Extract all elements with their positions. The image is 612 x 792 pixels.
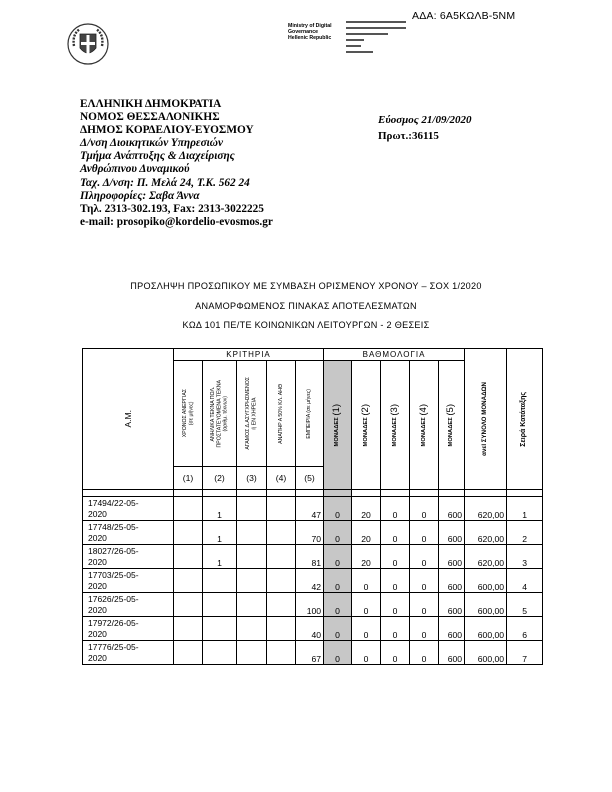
header-line: ΔΗΜΟΣ ΚΟΡΔΕΛΙΟΥ-ΕΥΟΣΜΟΥ	[80, 124, 254, 137]
s5-cell: 600	[439, 497, 465, 521]
c5-cell: 100	[296, 593, 324, 617]
s4-cell: 0	[410, 641, 439, 665]
c1-cell	[174, 593, 203, 617]
c3-cell	[237, 497, 267, 521]
s3-cell: 0	[381, 593, 410, 617]
am-year: 2020	[88, 604, 107, 615]
c5-cell: 40	[296, 617, 324, 641]
criterion-number: (5)	[296, 467, 324, 490]
criterion-header: ΑΝΗΛΙΚΑ ΤΕΚΝΑ ΠΟΛ. ΠΡΟΣΤΑΤΕΥΟΜΕΝΑ ΤΕΚΝΑ (αριθμ. τέκνων)	[203, 361, 237, 467]
s1-cell: 0	[324, 593, 352, 617]
c4-cell	[267, 497, 296, 521]
header-line: Δ/νση Διοικητικών Υπηρεσιών	[80, 137, 223, 150]
header-line: e-mail: prosopiko@kordelio-evosmos.gr	[80, 215, 273, 228]
s5-cell: 600	[439, 545, 465, 569]
total-cell: 620,00	[465, 545, 507, 569]
s2-cell: 20	[352, 521, 381, 545]
am-number: 18027/26-05-	[88, 545, 139, 556]
am-cell	[83, 617, 174, 641]
c5-cell: 70	[296, 521, 324, 545]
header-line: Τηλ. 2313-302.193, Fax: 2313-3022225	[80, 202, 264, 215]
c3-cell	[237, 569, 267, 593]
header-line: ΝΟΜΟΣ ΘΕΣΣΑΛΟΝΙΚΗΣ	[80, 111, 220, 124]
c5-cell: 47	[296, 497, 324, 521]
header-line: Τμήμα Ανάπτυξης & Διαχείρισης	[80, 150, 235, 163]
s1-cell: 0	[324, 641, 352, 665]
table-row	[83, 569, 543, 593]
s4-cell: 0	[410, 569, 439, 593]
am-year: 2020	[88, 580, 107, 591]
c1-cell	[174, 641, 203, 665]
c1-cell	[174, 497, 203, 521]
c2-cell	[203, 641, 237, 665]
am-number: 17626/25-05-	[88, 593, 139, 604]
am-cell	[83, 593, 174, 617]
signer-line: Ministry of Digital	[288, 23, 332, 29]
title-line: ΑΝΑΜΟΡΦΩΜΕΝΟΣ ΠΙΝΑΚΑΣ ΑΠΟΤΕΛΕΣΜΑΤΩΝ	[195, 300, 417, 311]
am-year: 2020	[88, 652, 107, 663]
am-cell	[83, 641, 174, 665]
greek-emblem-icon	[66, 22, 110, 66]
s1-cell: 0	[324, 545, 352, 569]
s1-cell: 0	[324, 569, 352, 593]
c5-cell: 81	[296, 545, 324, 569]
c2-cell	[203, 617, 237, 641]
s3-cell: 0	[381, 641, 410, 665]
issuer-header	[80, 98, 273, 229]
c2-cell: 1	[203, 497, 237, 521]
criterion-number: (4)	[267, 467, 296, 490]
s3-cell: 0	[381, 545, 410, 569]
total-cell: 600,00	[465, 641, 507, 665]
criterion-header: ΑΝΑΠΗΡ Α 50% ΚΛ. ΑΗΘ	[267, 361, 296, 467]
c4-cell	[267, 545, 296, 569]
s5-cell: 600	[439, 617, 465, 641]
total-cell: 620,00	[465, 521, 507, 545]
am-cell	[83, 497, 174, 521]
header-line: Πληροφορίες: Σαβα Άννα	[80, 189, 200, 202]
rank-cell: 7	[507, 641, 543, 665]
am-cell	[83, 545, 174, 569]
am-number: 17776/25-05-	[88, 641, 139, 652]
am-number: 17972/26-05-	[88, 617, 139, 628]
criterion-number: (2)	[203, 467, 237, 490]
date-protocol-block	[378, 113, 472, 144]
digital-signature-block	[288, 23, 332, 41]
title-line: ΠΡΟΣΛΗΨΗ ΠΡΟΣΩΠΙΚΟΥ ΜΕ ΣΥΜΒΑΣΗ ΟΡΙΣΜΕΝΟΥ ΧΡΟΝΟΥ – ΣΟΧ 1/2020	[130, 281, 482, 291]
score-header: ΜΟΝΑΔΕΣ (4)	[410, 361, 439, 490]
c2-cell: 1	[203, 545, 237, 569]
rank-cell: 2	[507, 521, 543, 545]
s4-cell: 0	[410, 545, 439, 569]
am-year: 2020	[88, 628, 107, 639]
table-row	[83, 497, 543, 521]
c4-cell	[267, 641, 296, 665]
total-cell: 620,00	[465, 497, 507, 521]
score-header: ΜΟΝΑΔΕΣ (3)	[381, 361, 410, 490]
score-group-header: ΒΑΘΜΟΛΟΓΙΑ	[324, 349, 465, 361]
am-year: 2020	[88, 508, 107, 519]
criterion-header: ΕΜΠΕΙΡΙΑ (σε μήνες)	[296, 361, 324, 467]
c4-cell	[267, 521, 296, 545]
s3-cell: 0	[381, 497, 410, 521]
s2-cell: 0	[352, 617, 381, 641]
score-header: ΜΟΝΑΔΕΣ (2)	[352, 361, 381, 490]
criterion-number: (1)	[174, 467, 203, 490]
c4-cell	[267, 569, 296, 593]
protocol-number: Πρωτ.:36115	[378, 129, 439, 142]
results-table	[82, 348, 543, 665]
table-row	[83, 617, 543, 641]
criterion-number: (3)	[237, 467, 267, 490]
signer-line: Hellenic Republic	[288, 35, 332, 41]
am-year: 2020	[88, 532, 107, 543]
header-line: ΕΛΛΗΝΙΚΗ ΔΗΜΟΚΡΑΤΙΑ	[80, 98, 222, 110]
s2-cell: 20	[352, 497, 381, 521]
s3-cell: 0	[381, 521, 410, 545]
document-titles	[0, 277, 612, 336]
signer-line: Governance	[288, 29, 318, 35]
rank-cell: 4	[507, 569, 543, 593]
s4-cell: 0	[410, 521, 439, 545]
c1-cell	[174, 617, 203, 641]
s2-cell: 0	[352, 641, 381, 665]
s1-cell: 0	[324, 497, 352, 521]
s2-cell: 0	[352, 593, 381, 617]
c3-cell	[237, 521, 267, 545]
total-cell: 600,00	[465, 593, 507, 617]
s2-cell: 20	[352, 545, 381, 569]
table-row	[83, 521, 543, 545]
c4-cell	[267, 593, 296, 617]
s5-cell: 600	[439, 521, 465, 545]
total-column-header: ανεΙ ΣΥΝΟΛΟ ΜΟΝΑΔΩΝ	[465, 349, 507, 490]
score-header: ΜΟΝΑΔΕΣ (1)	[324, 361, 352, 490]
rank-cell: 1	[507, 497, 543, 521]
c5-cell: 42	[296, 569, 324, 593]
s1-cell: 0	[324, 617, 352, 641]
s1-cell: 0	[324, 521, 352, 545]
total-cell: 600,00	[465, 617, 507, 641]
score-header: ΜΟΝΑΔΕΣ (5)	[439, 361, 465, 490]
am-number: 17703/25-05-	[88, 569, 139, 580]
header-line: Ανθρώπινου Δυναμικού	[80, 163, 190, 176]
rank-column-header: Σειρά Κατάταξης	[507, 349, 543, 490]
table-row	[83, 545, 543, 569]
s3-cell: 0	[381, 569, 410, 593]
c2-cell	[203, 593, 237, 617]
s2-cell: 0	[352, 569, 381, 593]
am-number: 17494/22-05-	[88, 497, 139, 508]
c3-cell	[237, 593, 267, 617]
c3-cell	[237, 545, 267, 569]
am-cell	[83, 521, 174, 545]
c1-cell	[174, 521, 203, 545]
s5-cell: 600	[439, 569, 465, 593]
criteria-group-header: ΚΡΙΤΗΡΙΑ	[174, 349, 324, 361]
am-cell	[83, 569, 174, 593]
rank-cell: 6	[507, 617, 543, 641]
table-row	[83, 641, 543, 665]
document-date: Εύοσμος 21/09/2020	[378, 114, 472, 126]
c3-cell	[237, 617, 267, 641]
c2-cell	[203, 569, 237, 593]
am-year: 2020	[88, 556, 107, 567]
s5-cell: 600	[439, 641, 465, 665]
am-column-header: Α.Μ.	[83, 349, 174, 490]
rank-cell: 3	[507, 545, 543, 569]
s4-cell: 0	[410, 497, 439, 521]
s5-cell: 600	[439, 593, 465, 617]
c5-cell: 67	[296, 641, 324, 665]
c3-cell	[237, 641, 267, 665]
total-cell: 600,00	[465, 569, 507, 593]
am-number: 17748/25-05-	[88, 521, 139, 532]
s4-cell: 0	[410, 593, 439, 617]
c1-cell	[174, 545, 203, 569]
c2-cell: 1	[203, 521, 237, 545]
signature-metadata	[346, 21, 406, 57]
s4-cell: 0	[410, 617, 439, 641]
criterion-header: ΑΓΑΜΟΣ Δ.ΑΣΥΓΧΡΗΣΜΕΝΟΣ ή ΕΝ ΧΗΡΕΙΑ	[237, 361, 267, 467]
header-line: Ταχ. Δ/νση: Π. Μελά 24, Τ.Κ. 562 24	[80, 176, 250, 189]
criterion-header: ΧΡΟΝΟΣ ΑΝΕΡΓΙΑΣ (σε μήνες)	[174, 361, 203, 467]
table-row	[83, 593, 543, 617]
ada-code: ΑΔΑ: 6Α5ΚΩΛΒ-5ΝΜ	[412, 10, 516, 22]
rank-cell: 5	[507, 593, 543, 617]
s3-cell: 0	[381, 617, 410, 641]
c4-cell	[267, 617, 296, 641]
title-line: ΚΩΔ 101 ΠΕ/ΤΕ ΚΟΙΝΩΝΙΚΩΝ ΛΕΙΤΟΥΡΓΩΝ - 2 ΘΕΣΕΙΣ	[182, 320, 430, 330]
c1-cell	[174, 569, 203, 593]
